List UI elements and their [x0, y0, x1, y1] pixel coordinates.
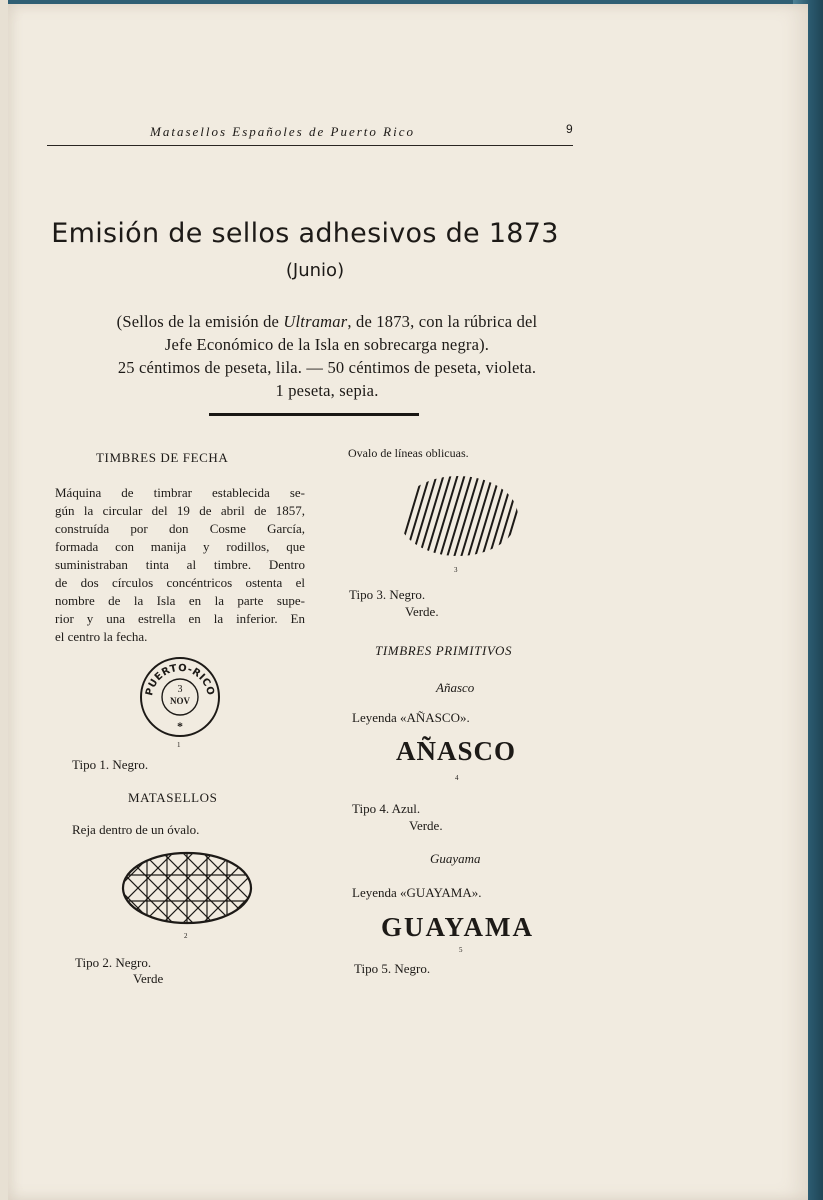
tipo-4-caption: Tipo 4. Azul.	[352, 801, 421, 816]
grid-oval-cancel	[118, 848, 256, 928]
timbres-fecha-heading: TIMBRES DE FECHA	[96, 450, 229, 465]
tipo-3-caption: Tipo 3. Negro.	[349, 587, 426, 602]
intro-line-4: 1 peseta, sepia.	[275, 381, 379, 400]
intro-text: , de 1873, con la rúbrica del	[347, 312, 538, 331]
tipo-5-caption: Tipo 5. Negro.	[354, 961, 431, 976]
paragraph-line: gún la circular del 19 de abril de 1857,	[55, 503, 305, 518]
intro-line-3: 25 céntimos de peseta, lila. — 50 céntimos de peseta, violeta.	[117, 358, 537, 377]
paragraph-line: de dos círculos concéntricos ostenta el	[55, 575, 305, 590]
guayama-stamp-word: GUAYAMA	[381, 912, 535, 942]
circular-date-stamp	[138, 655, 222, 739]
anasco-subheading: Añasco	[436, 680, 475, 695]
tipo-2-caption: Tipo 2. Negro.	[75, 955, 152, 970]
paragraph-line: formada con manija y rodillos, que	[55, 539, 305, 554]
paragraph-line: Máquina de timbrar establecida se-	[55, 485, 305, 500]
page-subtitle: (Junio)	[285, 260, 345, 281]
tipo-3-color: Verde.	[405, 604, 439, 619]
intro-line-1	[62, 310, 592, 333]
figure-number: 4	[455, 774, 459, 782]
matasellos-heading: MATASELLOS	[128, 790, 218, 805]
figure-number: 1	[177, 741, 181, 749]
tipo-2-color: Verde	[133, 971, 164, 986]
section-separator	[209, 413, 419, 416]
description-paragraph	[55, 484, 305, 646]
oval-caption: Ovalo de líneas oblicuas.	[348, 446, 469, 460]
stamp-month: NOV	[170, 696, 190, 706]
guayama-legend: Leyenda «GUAYAMA».	[352, 885, 482, 900]
anasco-legend: Leyenda «AÑASCO».	[352, 710, 470, 725]
timbres-primitivos-heading: TIMBRES PRIMITIVOS	[375, 643, 513, 658]
anasco-stamp-word: AÑASCO	[396, 736, 517, 766]
header-rule	[47, 145, 573, 146]
figure-number: 2	[184, 932, 188, 940]
running-header: Matasellos Españoles de Puerto Rico	[150, 124, 415, 139]
oblique-lines-oval	[396, 474, 520, 558]
intro-text: (Sellos de la emisión de	[116, 312, 284, 331]
intro-paragraph	[62, 310, 592, 402]
figure-number: 5	[459, 946, 463, 954]
paragraph-line: rior y una estrella en la inferior. En	[55, 611, 305, 626]
intro-line-2: Jefe Económico de la Isla en sobrecarga negra).	[164, 335, 490, 354]
tipo-4-color: Verde.	[409, 818, 443, 833]
page-number: 9	[566, 122, 573, 136]
paragraph-line: suministraban tinta al timbre. Dentro	[55, 557, 305, 572]
guayama-subheading: Guayama	[430, 851, 481, 866]
paragraph-line: nombre de la Isla en la parte supe-	[55, 593, 305, 608]
paragraph-line: el centro la fecha.	[55, 629, 148, 644]
stamp-day: 3	[177, 684, 183, 695]
tipo-1-caption: Tipo 1. Negro.	[72, 757, 149, 772]
stamp-star: *	[177, 719, 183, 733]
figure-number: 3	[454, 566, 458, 574]
reja-caption: Reja dentro de un óvalo.	[72, 822, 200, 837]
page-left-edge	[0, 0, 8, 1200]
stamp-ring-text: PUERTO-RICO	[144, 662, 216, 697]
page-title: Emisión de sellos adhesivos de 1873	[51, 218, 559, 249]
paragraph-line: construída por don Cosme García,	[55, 521, 305, 536]
intro-italic-word: Ultramar	[283, 312, 348, 331]
